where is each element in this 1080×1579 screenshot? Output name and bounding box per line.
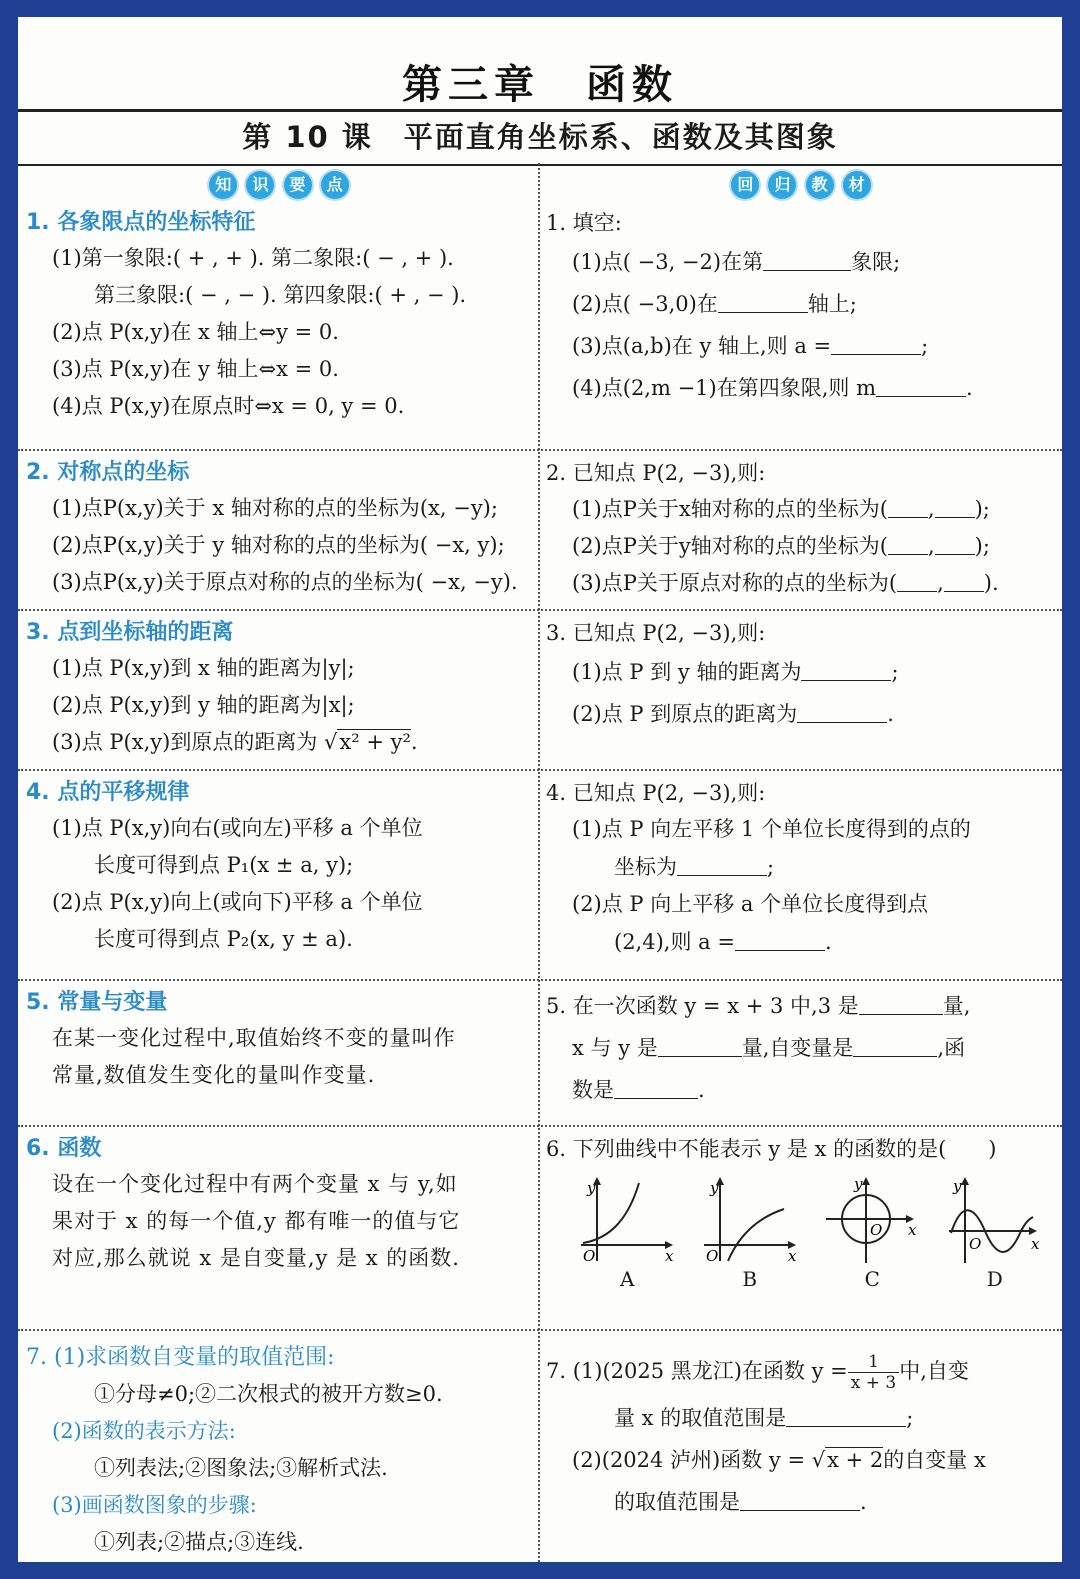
question-text: 量,	[942, 994, 971, 1018]
question-text: .	[824, 930, 832, 954]
text-line: (3)点 P(x,y)在 y 轴上⇔x = 0.	[52, 357, 339, 381]
question-text: .	[698, 1078, 705, 1102]
section-title: 5. 常量与变量	[26, 990, 168, 1015]
question-text: 中,自变	[899, 1359, 969, 1383]
question-text: (2,4),则 a =	[614, 930, 735, 954]
exercise-6	[546, 1131, 1056, 1325]
subsection-title: (3)画函数图象的步骤:	[52, 1493, 257, 1517]
question-text: (4)点(2,m −1)在第四象限,则 m	[572, 376, 876, 400]
text-line: ①列表法;②图象法;③解析式法.	[94, 1456, 388, 1480]
question-text: (2)点P关于y轴对称的点的坐标为(	[572, 534, 888, 558]
knowledge-section-3	[26, 615, 532, 765]
question-text: ;	[767, 855, 775, 879]
section-title: 4. 点的平移规律	[26, 780, 190, 805]
row-divider	[18, 1329, 1062, 1331]
text-line: (4)点 P(x,y)在原点时⇔x = 0, y = 0.	[52, 394, 405, 418]
badge: 识	[246, 171, 274, 199]
text-line: 长度可得到点 P₁(x ± a, y);	[94, 853, 354, 877]
question-text: 量 x 的取值范围是	[614, 1406, 787, 1430]
text-line: ①分母≠0;②二次根式的被开方数≥0.	[94, 1382, 443, 1406]
exercise-1	[546, 163, 1056, 449]
text-line: 对应,那么就说 x 是自变量,y 是 x 的函数.	[52, 1246, 460, 1270]
option-graphs	[546, 1173, 1056, 1291]
text-line: 设在一个变化过程中有两个变量 x 与 y,如	[52, 1172, 458, 1196]
formula-text: (3)点 P(x,y)到原点的距离为 √	[52, 730, 338, 754]
question-text: x 与 y 是	[572, 1036, 658, 1060]
axis-label-y: y	[952, 1177, 962, 1195]
option-label: D	[986, 1267, 1003, 1291]
row-divider	[18, 979, 1062, 981]
origin-label: O	[705, 1247, 719, 1265]
column-divider	[538, 163, 540, 1562]
axis-label-x: x	[665, 1247, 674, 1265]
question-text: 轴上;	[807, 292, 857, 316]
question-text: .	[860, 1490, 867, 1514]
text-line: 常量,数值发生变化的量叫作变量.	[52, 1063, 376, 1087]
answer-blank[interactable]	[718, 288, 808, 313]
subsection-title: (2)函数的表示方法:	[52, 1419, 236, 1443]
badge: 材	[843, 171, 871, 199]
question-title: 6. 下列曲线中不能表示 y 是 x 的函数的是( )	[546, 1137, 997, 1161]
question-text: (2)点( −3,0)在	[572, 292, 718, 316]
badge: 教	[806, 171, 834, 199]
option-label: C	[864, 1267, 880, 1291]
question-text: .	[965, 376, 973, 400]
answer-blank[interactable]	[897, 567, 937, 592]
answer-blank[interactable]	[801, 656, 891, 681]
row-divider	[18, 449, 1062, 451]
question-text: ,	[937, 571, 944, 595]
knowledge-section-7	[26, 1339, 532, 1559]
badge: 要	[284, 171, 312, 199]
question-text: (2)点 P 到原点的距离为	[572, 702, 798, 726]
text-line: 长度可得到点 P₂(x, y ± a).	[94, 927, 353, 951]
text-line: ①列表;②描点;③连线.	[94, 1530, 304, 1554]
option-c[interactable]	[822, 1173, 922, 1291]
option-d[interactable]	[945, 1173, 1045, 1291]
text-line: (2)点P(x,y)关于 y 轴对称的点的坐标为( −x, y);	[52, 533, 505, 557]
exercise-header-badges	[546, 171, 1056, 199]
worksheet-page	[18, 17, 1062, 1562]
lesson-title: 第 10 课 平面直角坐标系、函数及其图象	[18, 109, 1062, 166]
row-divider	[18, 1125, 1062, 1127]
text-line: 在某一变化过程中,取值始终不变的量叫作	[52, 1026, 456, 1050]
answer-blank[interactable]	[944, 567, 984, 592]
answer-blank[interactable]	[888, 530, 928, 555]
origin-label: O	[968, 1235, 982, 1253]
sqrt-radicand: x² + y²	[339, 730, 411, 754]
exercise-4	[546, 775, 1056, 975]
text-line: (1)第一象限:( + , + ). 第二象限:( − , + ).	[52, 246, 454, 270]
question-text: (1)点 P 向左平移 1 个单位长度得到的点的	[572, 817, 971, 841]
graph-d-wave	[945, 1173, 1045, 1265]
section-title: 3. 点到坐标轴的距离	[26, 620, 234, 645]
answer-blank[interactable]	[859, 990, 943, 1015]
content-grid	[18, 163, 1062, 1562]
axis-label-x: x	[1030, 1235, 1040, 1253]
answer-blank[interactable]	[853, 1032, 937, 1057]
question-text: 7. (1)(2025 黑龙江)在函数 y =	[546, 1359, 848, 1383]
question-text: ;	[891, 660, 899, 684]
answer-blank[interactable]	[797, 698, 887, 723]
section-title: 7. (1)求函数自变量的取值范围:	[26, 1345, 335, 1370]
formula-text: .	[410, 730, 418, 754]
chapter-title: 第三章 函数	[402, 62, 678, 108]
option-label: B	[742, 1267, 758, 1291]
fraction-numerator: 1	[848, 1352, 899, 1373]
question-title: 4. 已知点 P(2, −3),则:	[546, 781, 766, 805]
answer-blank[interactable]	[935, 493, 975, 518]
answer-blank[interactable]	[786, 1402, 906, 1427]
knowledge-section-6	[26, 1131, 532, 1325]
text-line: (1)点 P(x,y)到 x 轴的距离为|y|;	[52, 656, 355, 680]
question-text: .	[887, 702, 894, 726]
text-line: (1)点P(x,y)关于 x 轴对称的点的坐标为(x, −y);	[52, 496, 498, 520]
sqrt-radicand: x + 2	[827, 1448, 884, 1472]
origin-label: O	[870, 1221, 883, 1239]
text-line: (2)点 P(x,y)在 x 轴上⇔y = 0.	[52, 320, 339, 344]
option-a[interactable]	[577, 1173, 677, 1291]
answer-blank[interactable]	[876, 372, 966, 397]
question-text: ).	[983, 571, 999, 595]
text-line: (2)点 P(x,y)向上(或向下)平移 a 个单位	[52, 890, 423, 914]
badge: 点	[321, 171, 349, 199]
graph-a-curve	[577, 1173, 677, 1265]
text-line: 果对于 x 的每一个值,y 都有唯一的值与它	[52, 1209, 461, 1233]
exercise-2	[546, 455, 1056, 605]
question-text: (2)(2024 泸州)函数 y = √	[572, 1448, 826, 1472]
option-label: A	[620, 1267, 635, 1291]
row-divider	[18, 609, 1062, 611]
fraction	[848, 1352, 899, 1393]
axis-label-y: y	[709, 1179, 719, 1197]
axis-label-x: x	[908, 1221, 917, 1239]
question-text: ,函	[937, 1036, 966, 1060]
question-text: (1)点( −3, −2)在第	[572, 250, 764, 274]
exercise-5	[546, 985, 1056, 1121]
question-text: ;	[921, 334, 929, 358]
question-text: 的自变量 x	[883, 1448, 986, 1472]
question-text: 象限;	[851, 250, 901, 274]
question-text: );	[974, 534, 990, 558]
question-text: 5. 在一次函数 y = x + 3 中,3 是	[546, 994, 859, 1018]
question-text: (3)点P关于原点对称的点的坐标为(	[572, 571, 898, 595]
question-text: (1)点 P 到 y 轴的距离为	[572, 660, 802, 684]
graph-c-circle	[822, 1173, 922, 1265]
question-text: 数是	[572, 1078, 614, 1102]
answer-blank[interactable]	[831, 330, 921, 355]
fraction-denominator: x + 3	[850, 1373, 897, 1393]
section-title: 2. 对称点的坐标	[26, 460, 190, 485]
answer-blank[interactable]	[740, 1486, 860, 1511]
axis-label-x: x	[787, 1247, 797, 1265]
answer-blank[interactable]	[677, 851, 767, 876]
badge: 回	[731, 171, 759, 199]
knowledge-header-badges	[26, 171, 532, 199]
question-text: 坐标为	[614, 855, 677, 879]
text-line: (3)点P(x,y)关于原点对称的点的坐标为( −x, −y).	[52, 570, 518, 594]
text-line: (1)点 P(x,y)向右(或向左)平移 a 个单位	[52, 816, 423, 840]
question-text: (2)点 P 向上平移 a 个单位长度得到点	[572, 892, 929, 916]
knowledge-section-4	[26, 775, 532, 975]
knowledge-section-5	[26, 985, 532, 1121]
axis-label-y: y	[587, 1179, 596, 1197]
answer-blank[interactable]	[614, 1074, 698, 1099]
question-text: ,	[927, 497, 935, 521]
text-line: 第三象限:( − , − ). 第四象限:( + , − ).	[94, 283, 467, 307]
answer-blank[interactable]	[735, 926, 825, 951]
text-line	[26, 724, 532, 761]
question-text: 的取值范围是	[614, 1490, 740, 1514]
question-text: (3)点(a,b)在 y 轴上,则 a =	[572, 334, 832, 358]
text-line: (2)点 P(x,y)到 y 轴的距离为|x|;	[52, 693, 355, 717]
answer-blank[interactable]	[935, 530, 975, 555]
section-title: 1. 各象限点的坐标特征	[26, 210, 256, 235]
row-divider	[18, 769, 1062, 771]
axis-label-y: y	[854, 1175, 863, 1193]
answer-blank[interactable]	[658, 1032, 742, 1057]
badge: 知	[209, 171, 237, 199]
graph-b-curve	[700, 1173, 800, 1265]
exercise-3	[546, 615, 1056, 765]
knowledge-section-1	[26, 163, 532, 449]
badge: 归	[768, 171, 796, 199]
exercise-7	[546, 1345, 1056, 1559]
origin-label: O	[583, 1247, 596, 1265]
question-text: (1)点P关于x轴对称的点的坐标为(	[572, 497, 888, 521]
question-text: ,	[927, 534, 935, 558]
question-title: 2. 已知点 P(2, −3),则:	[546, 461, 766, 485]
question-title: 3. 已知点 P(2, −3),则:	[546, 621, 766, 645]
question-text: 量,自变量是	[741, 1036, 854, 1060]
knowledge-section-2	[26, 455, 532, 605]
answer-blank[interactable]	[888, 493, 928, 518]
question-title: 1. 填空:	[546, 211, 622, 235]
question-text: );	[974, 497, 990, 521]
option-b[interactable]	[700, 1173, 800, 1291]
answer-blank[interactable]	[763, 246, 851, 271]
question-text: ;	[906, 1406, 914, 1430]
section-title: 6. 函数	[26, 1136, 102, 1161]
